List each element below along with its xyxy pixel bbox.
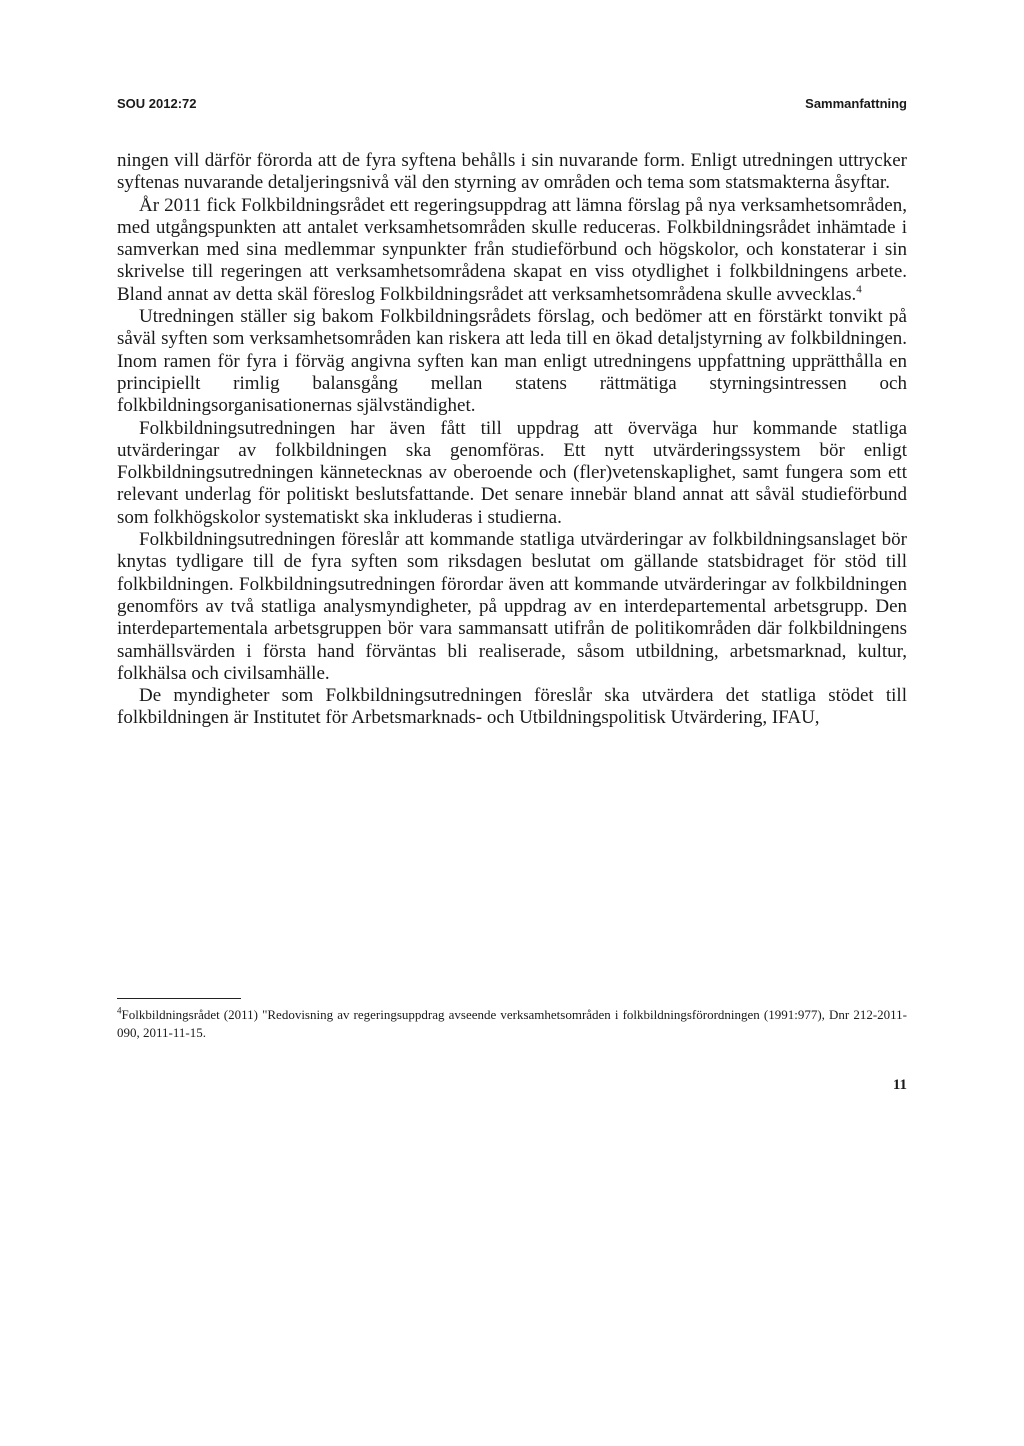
footnote-reference: 4 <box>856 283 862 296</box>
report-id: SOU 2012:72 <box>117 96 197 111</box>
footnote <box>117 1006 907 1042</box>
footnote-divider <box>117 998 241 999</box>
paragraph <box>117 195 907 306</box>
body-text <box>117 150 907 730</box>
paragraph: Utredningen ställer sig bakom Folkbildningsrådets förslag, och bedömer att en förstärkt tonvikt på såväl syften som verksamhetsområden kan riskera att leda till en ökad detaljstyrning av folkbildningen. Inom ramen för fyra i förväg angivna syften kan man enligt utredningens uppfattning upprätthålla en principiellt rimlig balansgång mellan statens rättmätiga styrningsintressen och folkbildningsorganisationernas självständighet. <box>117 306 907 417</box>
footnote-text: Folkbildningsrådet (2011) "Redovisning av regeringsuppdrag avseende verksamhetsområden i folkbildningsförordningen (1991:977), Dnr 212-2011-090, 2011-11-15. <box>117 1007 907 1040</box>
page-number: 11 <box>892 1077 907 1093</box>
paragraph: ningen vill därför förorda att de fyra syftena behålls i sin nuvarande form. Enligt utredningen uttrycker syftenas nuvarande detaljeringsnivå väl den styrning av områden och tema som statsmakterna åsyftar. <box>117 150 907 194</box>
running-header <box>117 96 907 120</box>
section-title: Sammanfattning <box>805 96 907 111</box>
paragraph-text: År 2011 fick Folkbildningsrådet ett regeringsuppdrag att lämna förslag på nya verksamhetsområden, med utgångspunkten att antalet verksamhetsområden skulle reduceras. Folkbildningsrådet inhämtade i samverkan med sina medlemmar synpunkter från studieförbund och högskolor, och konstaterar i sin skrivelse till regeringen att verksamhetsområdena skapat en viss otydlighet i folkbildningens arbete. Bland annat av detta skäl föreslog Folkbildningsrådet att verksamhetsområdena skulle avvecklas. <box>117 194 907 305</box>
footnote-number: 4 <box>117 1005 122 1016</box>
paragraph: Folkbildningsutredningen har även fått till uppdrag att överväga hur kommande statliga utvärderingar av folkbildningen ska genomföras. Ett nytt utvärderingssystem bör enligt Folkbildningsutredningen kännetecknas av oberoende och (fler)vetenskaplighet, samt fungera som ett relevant underlag för politiskt beslutsfattande. Det senare innebär bland annat att såväl studieförbund som folkhögskolor systematiskt ska inkluderas i studierna. <box>117 417 907 528</box>
paragraph: De myndigheter som Folkbildningsutredningen föreslår ska utvärdera det statliga stödet till folkbildningen är Institutet för Arbetsmarknads- och Utbildningspolitisk Utvärdering, IFAU, <box>117 685 907 729</box>
paragraph: Folkbildningsutredningen föreslår att kommande statliga utvärderingar av folkbildningsanslaget bör knytas tydligare till de fyra syften som riksdagen beslutat om gällande statsbidraget för stöd till folkbildningen. Folkbildningsutredningen förordar även att kommande utvärderingar av folkbildningen genomförs av två statliga analysmyndigheter, på uppdrag av en interdepartemental arbetsgrupp. Den interdepartementala arbetsgruppen bör vara sammansatt utifrån de politikområden där folkbildningens samhällsvärden i första hand förväntas bli realiserade, såsom utbildning, arbetsmarknad, kultur, folkhälsa och civilsamhälle. <box>117 529 907 684</box>
